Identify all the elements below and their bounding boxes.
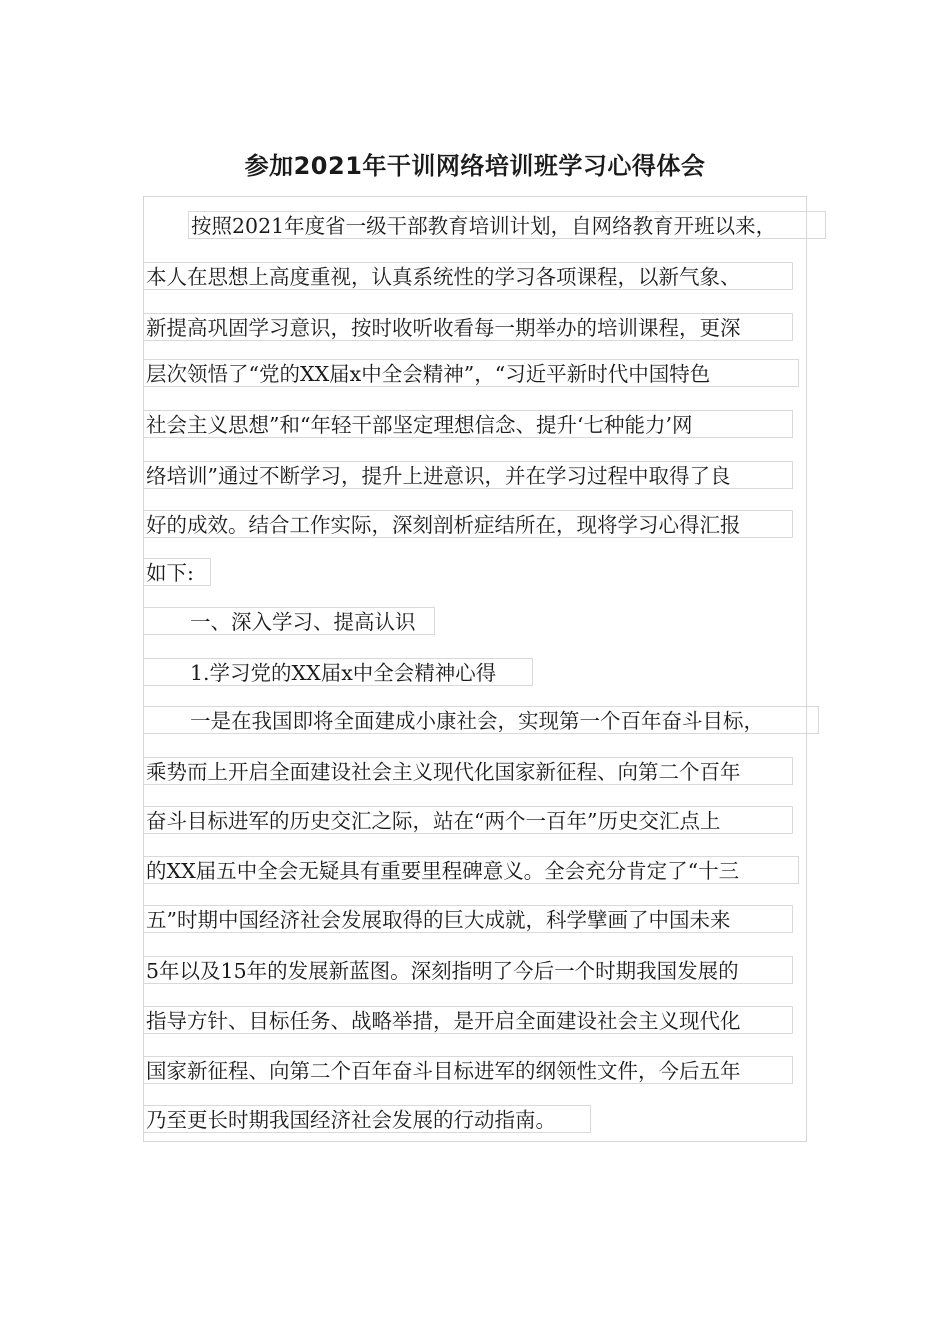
paragraph-line: 好的成效。结合工作实际，深刻剖析症结所在，现将学习心得汇报 xyxy=(143,510,793,538)
paragraph-line: 按照2021年度省一级干部教育培训计划，自网络教育开班以来， xyxy=(188,211,826,239)
paragraph-line: 社会主义思想”和“年轻干部坚定理想信念、提升‘七种能力’网 xyxy=(143,410,793,438)
paragraph-line: 层次领悟了“党的XX届x中全会精神”，“习近平新时代中国特色 xyxy=(143,359,799,387)
paragraph-line: 新提高巩固学习意识，按时收听收看每一期举办的培训课程，更深 xyxy=(143,313,793,341)
paragraph-line: 本人在思想上高度重视，认真系统性的学习各项课程，以新气象、 xyxy=(143,262,793,290)
paragraph-line: 奋斗目标进军的历史交汇之际，站在“两个一百年”历史交汇点上 xyxy=(143,806,793,834)
document-title: 参加2021年干训网络培训班学习心得体会 xyxy=(244,152,706,180)
subsection-heading: 1.学习党的XX届x中全会精神心得 xyxy=(143,658,533,686)
paragraph-line: 如下: xyxy=(143,558,211,586)
section-heading: 一、深入学习、提高认识 xyxy=(143,607,435,635)
paragraph-line: 乘势而上开启全面建设社会主义现代化国家新征程、向第二个百年 xyxy=(143,757,793,785)
paragraph-line: 的XX届五中全会无疑具有重要里程碑意义。全会充分肯定了“十三 xyxy=(143,856,799,884)
paragraph-line: 国家新征程、向第二个百年奋斗目标进军的纲领性文件，今后五年 xyxy=(143,1056,793,1084)
paragraph-line: 一是在我国即将全面建成小康社会，实现第一个百年奋斗目标， xyxy=(143,706,819,734)
paragraph-line: 络培训”通过不断学习，提升上进意识，并在学习过程中取得了良 xyxy=(143,461,793,489)
paragraph-line: 五”时期中国经济社会发展取得的巨大成就，科学擘画了中国未来 xyxy=(143,905,793,933)
paragraph-line: 乃至更长时期我国经济社会发展的行动指南。 xyxy=(143,1105,591,1133)
paragraph-line: 指导方针、目标任务、战略举措，是开启全面建设社会主义现代化 xyxy=(143,1006,793,1034)
paragraph-line: 5年以及15年的发展新蓝图。深刻指明了今后一个时期我国发展的 xyxy=(143,956,793,984)
